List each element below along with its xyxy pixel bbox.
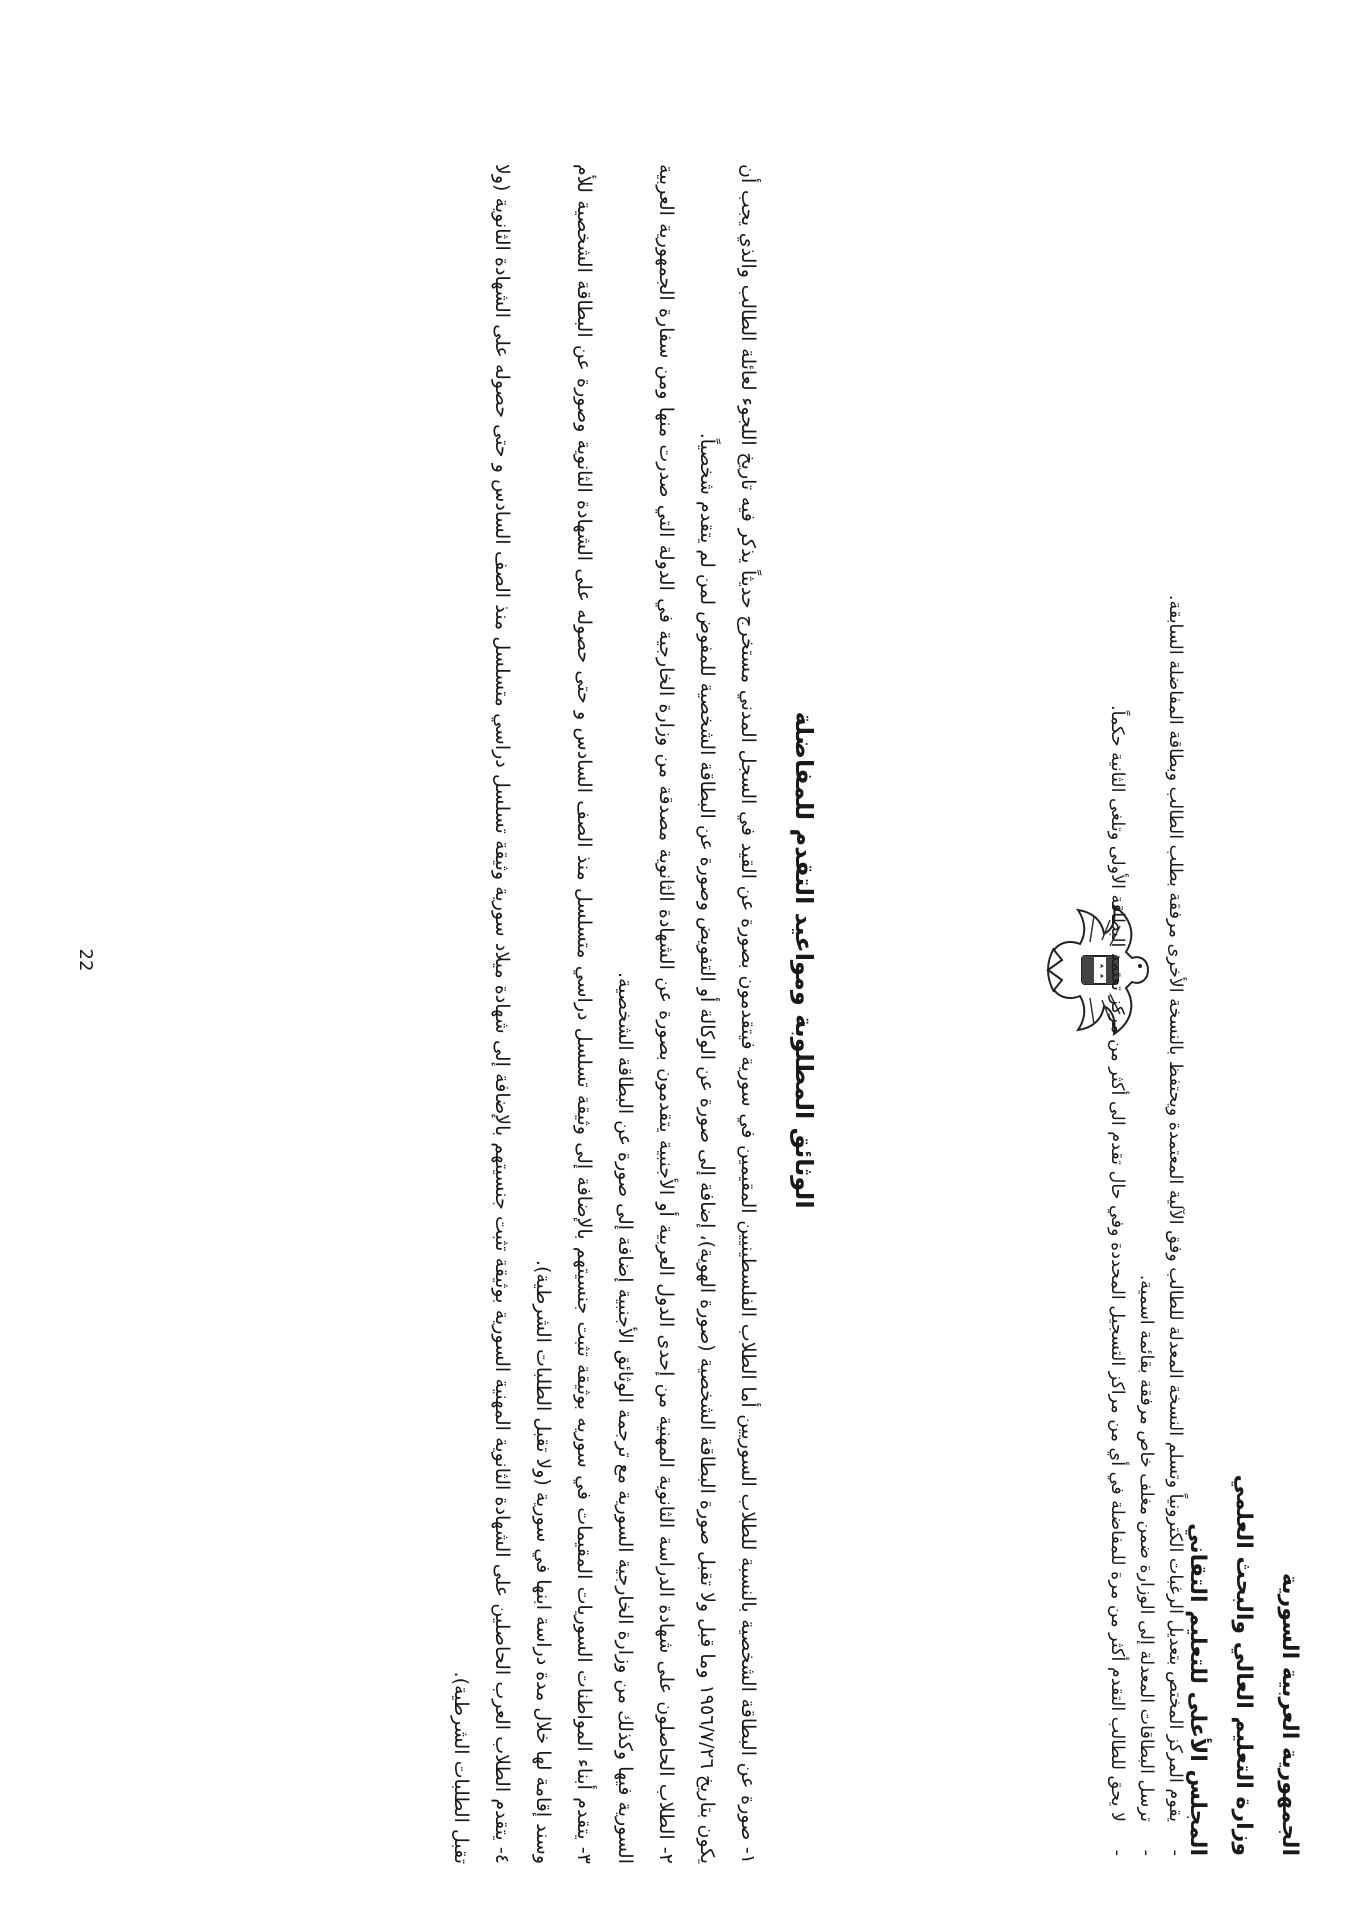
- intro-item-text: يقوم المركز المختص بتعديل الرغبات الكترونياً وتسلم النسخة المعدلة للطالب وفق الآلية المعتمدة ويحتفظ بالنسخة الأخرى مرفقة بطلب الطالب وبطاقة المفاضلة السابقة.: [1165, 594, 1185, 1822]
- intro-list: [1101, 164, 1188, 1864]
- intro-item: [1132, 164, 1159, 1864]
- country-name: الجمهورية العربية السورية: [1277, 1572, 1302, 1856]
- document-item: ٤- يتقدم الطلاب العرب الحاصلين على الشهادة الثانوية المهنية السورية بوثيقة تثبت جنسيتهم بالإضافة إلى شهادة ميلاد سورية وثيقة تسلسل دراسي متسلسل منذ الصف السادس و حتى حصوله على الشهادة الثانوية (ولا تقبل الطلبات الشرطية).: [450, 164, 513, 1864]
- ministry-name: وزارة التعليم العالي والبحث العلمي: [1231, 1474, 1256, 1856]
- document-item: ٢- الطلاب الحاصلون على شهادة الدراسة الثانوية المهنية من إحدى الدول العربية أو الأجنبية يتقدمون بصورة عن الشهادة الثانوية مصدقة من وزارة الخارجية في الدولة التي صدرت منها ومن سفارة الجمهورية العربية السورية فيها وكذلك من وزارة الخارجية السورية مع ترجمة الوثائق الأجنبية إضافة إلى صورة عن البطاقة الشخصية.: [614, 164, 677, 1864]
- bullet-dash: -: [1107, 1849, 1127, 1856]
- section-title: الوثائق المطلوبة ومواعيد التقدم للمفاضلة: [790, 711, 818, 1209]
- intro-item-text: لا يحق للطالب التقدم أكثر من مرة للمفاضلة في أي من مراكز التسجيل المحددة وفي حال تقدم الى أكثر من مركز تعتمد البطاقة الأولى وتلغى الثانية حكماً.: [1107, 705, 1127, 1822]
- document-item: ١- صورة عن البطاقة الشخصية بالنسبة للطلاب السوريين أما الطلاب الفلسطينيين المقيمين في سورية فيتقدمون بصورة عن القيد في السجل المدني مستخرج حديثاً يذكر فيه تاريخ اللجوء لعائلة الطالب والذي يجب أن يكون بتاريخ ١٩٥٦/٧/٢٦ وما قبل ولا تقبل صورة البطاقة الشخصية (صورة الهوية)، إضافة إلى صورة عن الوكالة أو التفويض وصورة عن البطاقة الشخصية للمفوض لمن لم يتقدم شخصياً.: [696, 164, 759, 1864]
- intro-item-text: ترسل البطاقات المعدلة إلى الوزارة ضمن مغلف خاص مرفقة بقائمة اسمية.: [1136, 1274, 1156, 1822]
- document-item: ٣- يتقدم أبناء المواطنات السوريات المقيمات في سوريه بوثيقة تثبت جنسيتهم بالإضافة إلى وثيقة تسلسل دراسي متسلسل منذ الصف السادس و حتى حصوله على الشهادة الثانوية وصورة عن البطاقة الشخصية للأم وسند إقامة لها خلال مدة دراسة ابنها في سورية (ولا تقبل الطلبات الشرطية).: [532, 164, 595, 1864]
- documents-list: [440, 164, 768, 1864]
- council-name: المجلس الأعلى للتعليم التقاني: [1185, 1523, 1210, 1856]
- letterhead: [1174, 1176, 1312, 1856]
- bullet-dash: -: [1136, 1849, 1156, 1856]
- page-number: 22: [75, 948, 96, 972]
- intro-item: [1103, 164, 1130, 1864]
- bullet-dash: -: [1165, 1849, 1185, 1856]
- intro-item: [1161, 164, 1188, 1864]
